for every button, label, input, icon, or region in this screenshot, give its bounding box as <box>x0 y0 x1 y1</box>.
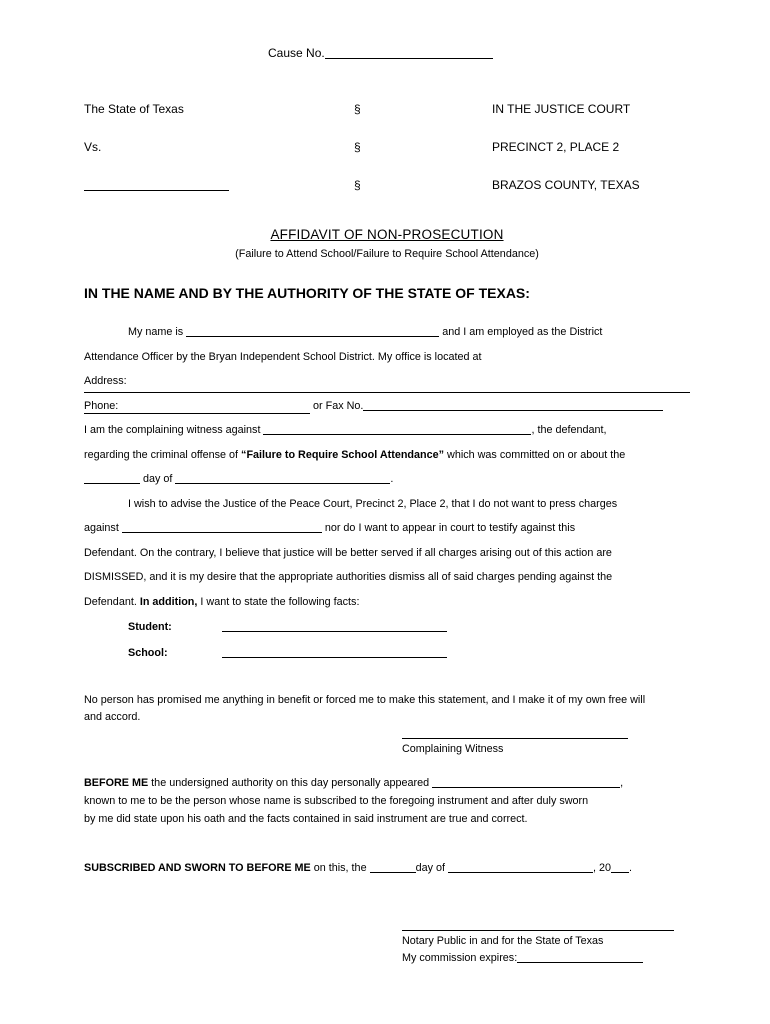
subscribed-year-prefix: , 20 <box>593 862 612 874</box>
county-label: BRAZOS COUNTY, TEXAS <box>492 178 640 192</box>
versus-label: Vs. <box>84 140 102 154</box>
free-will-line: and accord. <box>84 711 141 723</box>
title-block <box>84 226 690 261</box>
complaining-witness-label: Complaining Witness <box>402 743 504 755</box>
subscribed-day-of: day of <box>415 862 448 874</box>
affidavit-body <box>84 320 690 666</box>
free-will-paragraph <box>84 692 690 726</box>
jurat-line: by me did state upon his oath and the facts contained in said instrument are true and correct. <box>84 813 528 825</box>
body-line <box>84 443 690 468</box>
body-line: Attendance Officer by the Bryan Independent School District. My office is located at <box>84 350 482 363</box>
phone-row <box>84 399 310 414</box>
facts-line-post: I want to state the following facts: <box>197 595 360 608</box>
school-row <box>84 640 690 666</box>
commission-row <box>402 950 674 967</box>
offense-name: “Failure to Require School Attendance” <box>241 448 445 461</box>
commission-expires-field[interactable] <box>517 952 643 963</box>
body-line <box>84 516 690 541</box>
caption-row <box>84 178 690 193</box>
phone-label: Phone: <box>84 399 119 412</box>
caption-row <box>84 140 690 155</box>
jurat-line-text: the undersigned authority on this day personally appeared <box>148 777 433 789</box>
complaining-witness-block[interactable] <box>402 738 628 757</box>
document-subtitle: (Failure to Attend School/Failure to Require School Attendance) <box>235 248 539 260</box>
caption-row <box>84 102 690 117</box>
facts-line-pre: Defendant. <box>84 595 140 608</box>
section-symbol: § <box>354 102 361 116</box>
student-label: Student: <box>128 621 172 633</box>
body-line: DISMISSED, and it is my desire that the appropriate authorities dismiss all of said charges pending against the <box>84 571 613 583</box>
jurat-paragraph <box>84 774 690 828</box>
cause-number-field[interactable] <box>325 48 493 59</box>
cause-number-label: Cause No. <box>268 46 325 60</box>
sworn-year-field[interactable] <box>611 862 629 873</box>
fax-field[interactable] <box>363 400 663 411</box>
sworn-day-field[interactable] <box>370 862 416 873</box>
body-line: I wish to advise the Justice of the Peace Court, Precinct 2, Place 2, that I do not want to press charges <box>128 497 618 510</box>
witness-line-pre: I am the complaining witness against <box>84 424 264 436</box>
subscribed-line <box>84 860 690 876</box>
witness-line-post: , the defendant, <box>531 424 607 436</box>
commission-label: My commission expires: <box>402 951 518 964</box>
name-line-pre: My name is <box>128 326 187 338</box>
school-label: School: <box>128 647 168 659</box>
document-title: AFFIDAVIT OF NON-PROSECUTION <box>270 227 504 242</box>
body-line <box>84 369 690 394</box>
subscribed-text: on this, the <box>310 862 370 874</box>
address-label: Address: <box>84 375 127 387</box>
affiant-name-field[interactable] <box>186 326 439 337</box>
precinct-label: PRECINCT 2, PLACE 2 <box>492 140 620 154</box>
court-name: IN THE JUSTICE COURT <box>492 102 631 116</box>
fax-label: or Fax No. <box>310 399 364 412</box>
student-row <box>84 614 690 640</box>
name-line-post: and I am employed as the District <box>439 326 603 338</box>
offense-line-pre: regarding the criminal offense of <box>84 448 242 461</box>
sworn-month-field[interactable] <box>448 862 593 873</box>
period: . <box>390 473 394 485</box>
body-line <box>84 320 690 345</box>
against-line-post: nor do I want to appear in court to testify against this <box>321 522 576 534</box>
before-me-bold: BEFORE ME <box>84 777 149 789</box>
notary-block <box>402 930 674 966</box>
plaintiff-name: The State of Texas <box>84 102 184 116</box>
student-field[interactable] <box>222 621 447 632</box>
body-line <box>84 418 690 443</box>
authority-heading: IN THE NAME AND BY THE AUTHORITY OF THE STATE OF TEXAS: <box>84 285 530 301</box>
defendant-name-field[interactable] <box>263 424 531 435</box>
offense-month-field[interactable] <box>175 473 390 484</box>
comma: , <box>620 777 624 789</box>
body-line <box>84 590 690 615</box>
body-line <box>84 467 690 492</box>
body-line: Defendant. On the contrary, I believe that justice will be better served if all charges arising out of this action are <box>84 546 612 559</box>
school-field[interactable] <box>222 647 447 658</box>
against-label: against <box>84 522 122 534</box>
notary-title: Notary Public in and for the State of Texas <box>402 935 604 947</box>
defendant-name-field-2[interactable] <box>122 522 322 533</box>
appeared-name-field[interactable] <box>432 777 620 788</box>
section-symbol: § <box>354 140 361 154</box>
jurat-line: known to me to be the person whose name is subscribed to the foregoing instrument and after duly sworn <box>84 795 589 807</box>
defendant-caption-cell <box>84 178 354 193</box>
day-of-label: day of <box>140 473 176 485</box>
period: . <box>629 862 633 874</box>
free-will-line: No person has promised me anything in benefit or forced me to make this statement, and I make it of my own free will <box>84 694 646 706</box>
defendant-caption-field[interactable] <box>84 180 229 191</box>
address-row <box>84 371 690 393</box>
body-line <box>84 394 690 419</box>
section-symbol: § <box>354 178 361 192</box>
offense-line-post: which was committed on or about the <box>444 448 626 461</box>
offense-day-field[interactable] <box>84 473 140 484</box>
in-addition-bold: In addition, <box>139 595 198 608</box>
case-caption <box>84 102 690 193</box>
cause-number-row <box>268 46 690 61</box>
jurat-line <box>84 774 690 792</box>
subscribed-bold: SUBSCRIBED AND SWORN TO BEFORE ME <box>84 862 311 874</box>
